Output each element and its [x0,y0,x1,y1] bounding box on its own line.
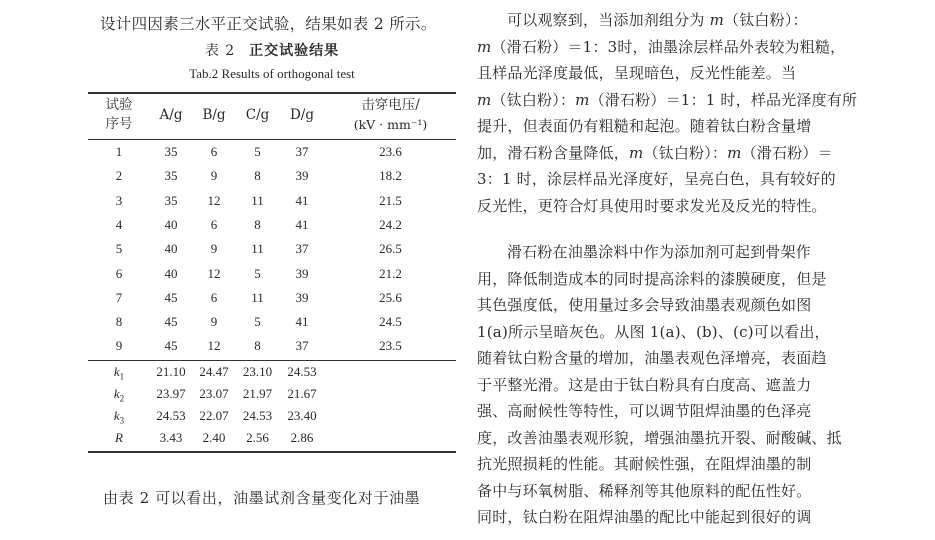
table-cell: 37 [295,338,309,354]
header-d: D/g [289,107,314,123]
table-cell: 8 [115,314,123,330]
para1-line: 提升，但表面仍有粗糙和起泡。随着钛白粉含量增 [477,117,812,135]
table-cell: 40 [164,241,178,257]
para1-line: m（钛白粉）：m（滑石粉）＝1：1 时，样品光泽度有所 [477,90,858,109]
table-cell: 11 [251,192,264,208]
table-row [88,241,456,266]
stats-label: R [115,430,123,445]
para1-line: 可以观察到，当添加剂组分为 m（钛白粉）： [507,11,808,29]
header-run-no [88,96,150,134]
table-cell: 35 [164,144,178,159]
table-cell: 9 [210,241,218,257]
stats-cell: 23.10 [242,364,273,379]
para2-line: 强、高耐候性等特性，可以调节阻焊油墨的色泽亮 [477,402,812,420]
header-run-no-line2: 序号 [105,116,133,132]
stats-cell: 2.56 [246,430,269,445]
table-number: 表 2 [204,43,236,59]
table-cell: 6 [115,265,123,281]
table-cell: 41 [295,192,309,208]
para2-line: 随着钛白粉含量的增加，油墨表观色泽增亮，表面趋 [477,349,827,367]
table-cell: 37 [295,144,309,159]
stats-cell: 23.07 [199,386,229,401]
stats-cell: 24.53 [287,364,317,379]
paragraph-observation [477,7,872,219]
table-cell: 6 [210,144,218,159]
table-cell: 40 [164,265,178,281]
para1-line: 反光性，更符合灯具使用时要求发光及反光的特性。 [477,196,827,215]
para2-line: 滑石粉在油墨涂料中作为添加剂可起到骨架作 [507,243,812,261]
stats-cell: 21.97 [242,386,273,401]
table-cell: 6 [210,216,218,232]
table-top-rule [88,92,456,94]
table-bottom-rule [88,451,456,453]
stats-cell: 21.10 [156,364,186,379]
para2-line: 度，改善油墨表观形貌，增强油墨抗开裂、耐酸碱、抵 [477,428,842,447]
stats-cell: 21.67 [287,386,317,401]
stats-cell: 24.53 [242,408,273,423]
table-stats-rule [88,360,456,361]
table-cell: 24.2 [379,216,402,232]
table-cell: 8 [254,168,261,184]
table-row [88,144,456,169]
stats-label: $k_3$ [113,408,125,426]
table-cell: 7 [115,289,123,305]
stats-cell: 23.97 [156,386,186,401]
stats-label: $k_1$ [113,364,125,382]
table-row [88,168,456,193]
table-cell: 41 [295,314,309,330]
para2-line: 抗光照损耗的性能。其耐候性强，在阻焊油墨的制 [477,455,812,473]
para1-line: 且样品光泽度最低，呈现暗色，反光性能差。当 [477,64,797,82]
paragraph-talc [477,239,872,531]
para2-line: 用，降低制造成本的同时提高涂料的漆膜硬度，但是 [477,269,827,288]
stats-cell: 2.86 [290,430,314,445]
table-title-en: Tab.2 Results of orthogonal test [189,66,355,81]
table-cell: 12 [207,338,221,354]
header-a: A/g [159,107,183,123]
table-cell: 4 [115,216,123,232]
table-cell: 5 [254,314,261,330]
table-cell: 45 [164,314,178,330]
table-cell: 45 [164,289,178,305]
table-cell: 40 [164,216,178,232]
para2-line: 其色强度低，使用量过多会导致油墨表观颜色如图 [477,296,812,314]
table-cell: 18.2 [379,168,402,184]
para2-line: 备中与环氧树脂、稀释剂等其他原料的配伍性好。 [477,481,812,500]
table-cell: 23.5 [379,338,402,354]
table-row [88,266,456,291]
stats-cell: 24.47 [199,364,229,379]
stats-cell: 24.53 [156,408,186,423]
table-cell: 25.6 [379,289,402,305]
stats-cell: 2.40 [202,430,226,445]
intro-text: 设计四因素三水平正交试验，结果如表 2 所示。 [100,15,437,33]
table-cell: 9 [115,338,123,354]
table-cell: 11 [251,241,264,257]
table-cell: 26.5 [379,241,402,257]
header-c: C/g [245,107,270,123]
table-cell: 39 [295,265,309,281]
table-row [88,217,456,242]
table-title-cn [88,40,456,60]
table-cell: 5 [254,144,261,159]
table-row [88,193,456,218]
table-row [88,314,456,339]
para2-line: 于平整光滑。这是由于钛白粉具有白度高、遮盖力 [477,375,812,394]
stats-label: $k_2$ [113,386,125,404]
table-cell: 1 [115,144,123,159]
header-breakdown-voltage [325,96,456,134]
table-cell: 12 [207,192,221,208]
table-header-rule [88,139,456,140]
header-b: B/g [202,107,226,123]
para1-line: m（滑石粉）＝1：3时，油墨涂层样品外表较为粗糙， [477,37,846,56]
para2-line: 1(a)所示呈暗灰色。从图 1(a)、(b)、(c)可以看出， [477,322,830,341]
table-cell: 39 [295,168,309,184]
table-cell: 8 [254,338,261,354]
stats-cell: 3.43 [159,430,183,445]
table-cell: 12 [207,265,221,281]
bottom-left-text: 由表 2 可以看出，油墨试剂含量变化对于油墨 [103,489,421,507]
table-cell: 41 [295,216,309,232]
table-cell: 37 [295,241,309,257]
table-cell: 35 [164,168,178,184]
table-cell: 21.2 [379,265,402,281]
para1-line: 3：1 时，涂层样品光泽度好，呈亮白色，具有较好的 [477,170,836,188]
table-cell: 45 [164,338,178,354]
table-cell: 5 [254,265,261,281]
header-voltage-line2: (kV · mm⁻¹) [353,117,428,132]
para2-line: 同时，钛白粉在阻焊油墨的配比中能起到很好的调 [477,508,812,526]
header-run-no-line1: 试验 [105,97,133,113]
stats-cell: 23.40 [287,408,317,423]
table-cell: 11 [251,289,264,305]
table-cell: 35 [164,192,178,208]
table-cell: 24.5 [379,314,402,330]
para1-line: 加，滑石粉含量降低，m（钛白粉）：m（滑石粉）＝ [477,143,833,162]
table-cell: 21.5 [379,192,402,208]
table-cell: 5 [115,241,123,257]
table-cell: 9 [210,168,218,184]
table-cell: 9 [210,314,218,330]
header-voltage-line1: 击穿电压/ [361,97,420,113]
table-cell: 3 [115,192,123,208]
table-title-text: 正交试验结果 [249,43,340,59]
table-cell: 23.6 [379,144,402,159]
table-cell: 39 [295,289,309,305]
table-row [88,290,456,315]
table-cell: 2 [115,168,123,184]
table-cell: 8 [254,216,261,232]
stats-cell: 22.07 [199,408,229,423]
table-cell: 6 [210,289,218,305]
